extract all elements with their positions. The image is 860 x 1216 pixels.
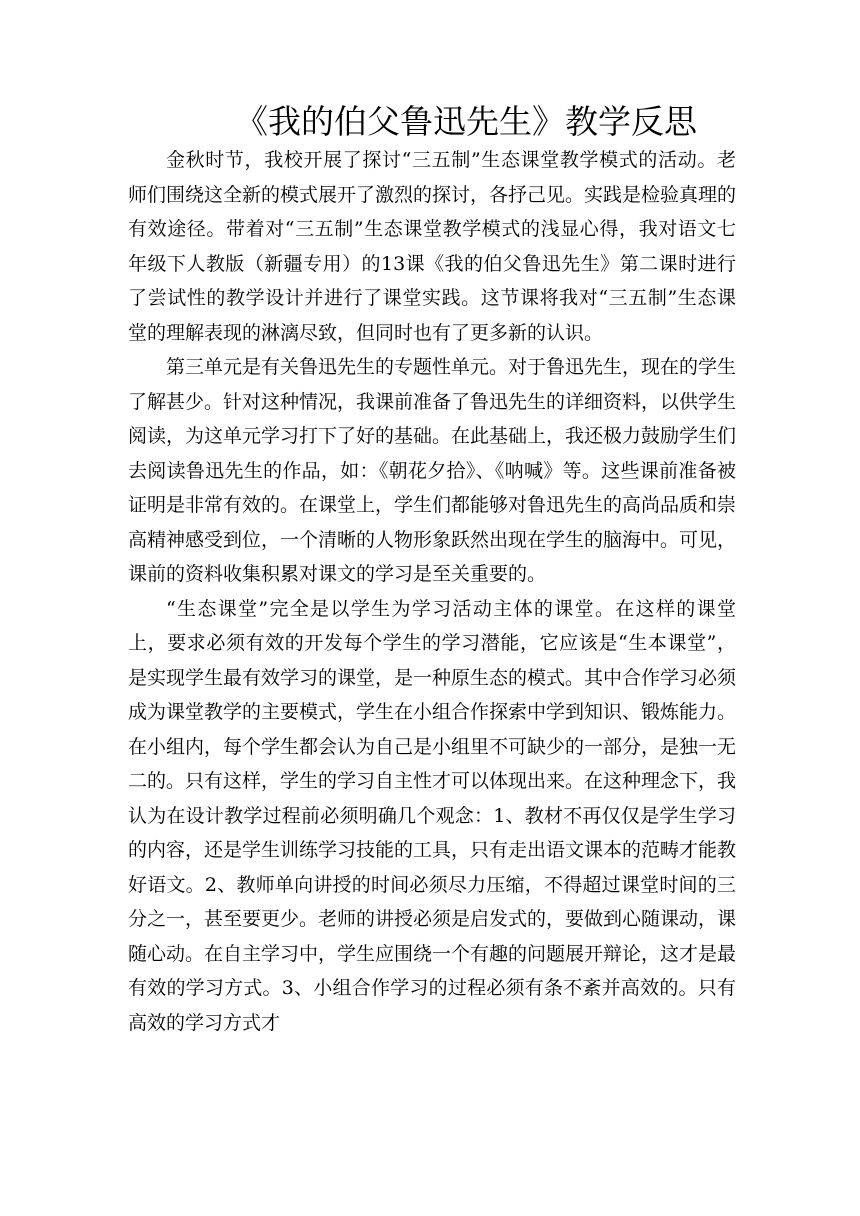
- paragraph-1: 金秋时节，我校开展了探讨“三五制”生态课堂教学模式的活动。老师们围绕这全新的模式展开了激烈的探讨，各抒己见。实践是检验真理的有效途径。带着对“三五制”生态课堂教学模式的浅显心得，我对语文七年级下人教版（新疆专用）的13课《我的伯父鲁迅先生》第二课时进行了尝试性的教学设计并进行了课堂实践。这节课将我对“三五制”生态课堂的理解表现的淋漓尽致，但同时也有了更多新的认识。: [128, 149, 737, 344]
- document-title: 《我的伯父鲁迅先生》教学反思: [235, 102, 697, 141]
- paragraph-2: 第三单元是有关鲁迅先生的专题性单元。对于鲁迅先生，现在的学生了解甚少。针对这种情况，我课前准备了鲁迅先生的详细资料，以供学生阅读，为这单元学习打下了好的基础。在此基础上，我还极力鼓励学生们去阅读鲁迅先生的作品，如：《朝花夕拾》、《呐喊》等。这些课前准备被证明是非常有效的。在课堂上，学生们都能够对鲁迅先生的高尚品质和崇高精神感受到位，一个清晰的人物形象跃然出现在学生的脑海中。可见，课前的资料收集积累对课文的学习是至关重要的。: [128, 356, 737, 585]
- paragraph-3: “生态课堂”完全是以学生为学习活动主体的课堂。在这样的课堂上，要求必须有效的开发每个学生的学习潜能，它应该是“生本课堂”，是实现学生最有效学习的课堂，是一种原生态的模式。其中合作学习必须成为课堂教学的主要模式，学生在小组合作探索中学到知识、锻炼能力。在小组内，每个学生都会认为自己是小组里不可缺少的一部分，是独一无二的。只有这样，学生的学习自主性才可以体现出来。在这种理念下，我认为在设计教学过程前必须明确几个观念：1、教材不再仅仅是学生学习的内容，还是学生训练学习技能的工具，只有走出语文课本的范畴才能教好语文。2、教师单向讲授的时间必须尽力压缩，不得超过课堂时间的三分之一，甚至要更少。老师的讲授必须是启发式的，要做到心随课动，课随心动。在自主学习中，学生应围绕一个有趣的问题展开辩论，这才是最有效的学习方式。3、小组合作学习的过程必须有条不紊并高效的。只有高效的学习方式才: [128, 597, 737, 1034]
- document-body: [128, 143, 736, 1040]
